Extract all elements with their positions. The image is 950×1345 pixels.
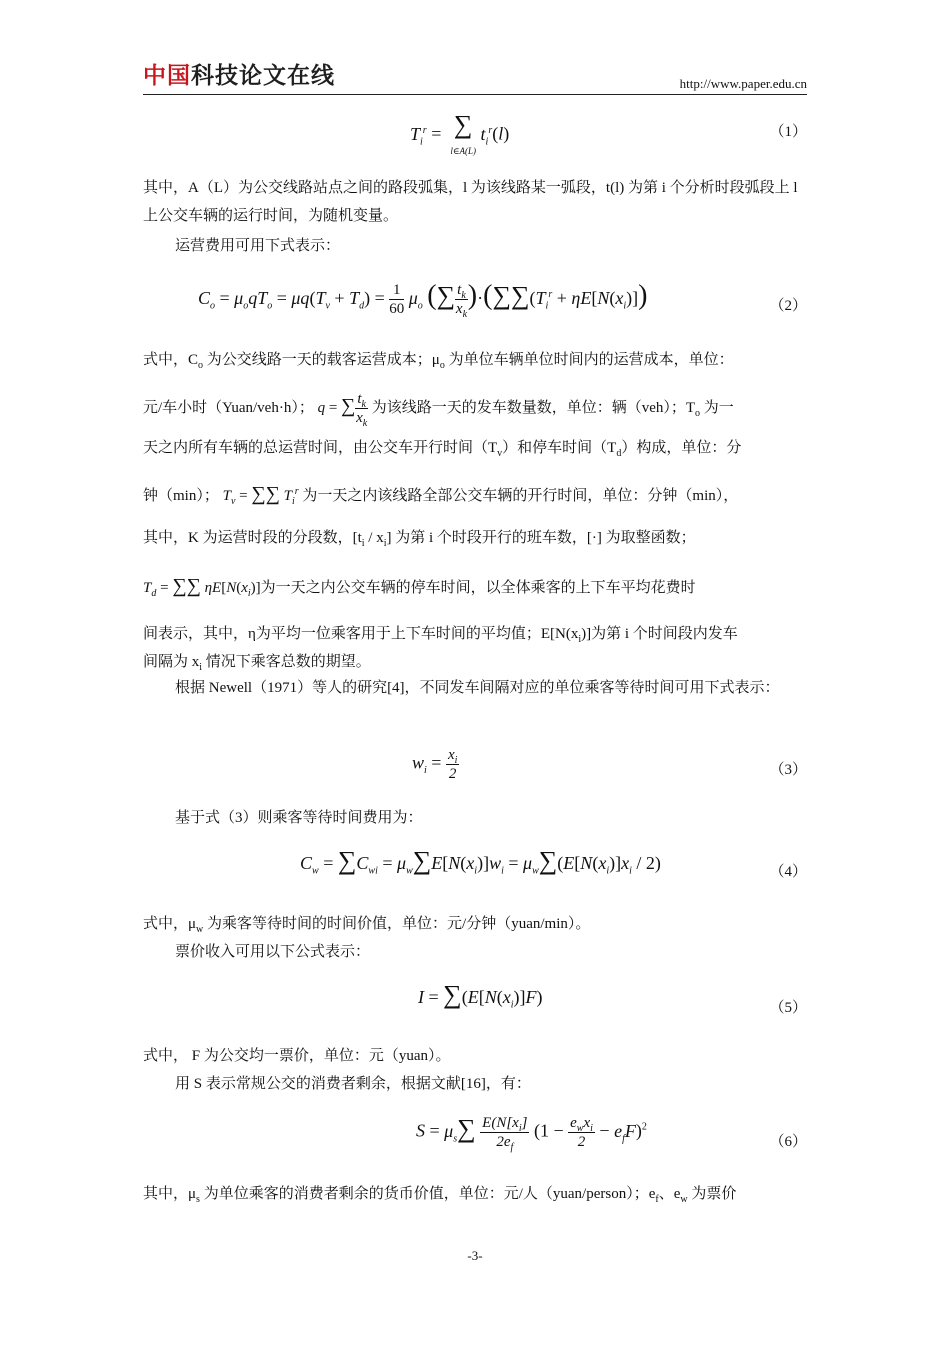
equation-number-4: （4）: [769, 864, 807, 880]
equation-number-3: （3）: [769, 762, 807, 778]
paragraph-12: 基于式（3）则乘客等待时间费用为：: [175, 810, 423, 826]
equation-number-5: （5）: [769, 1000, 807, 1016]
paragraph-17: 其中，$\mu_s$ 为单位乘客的消费者剩余的货币价值，单位：元/人（yuan/person）；$e_f$、$e_w$ 为票价: [143, 1186, 737, 1205]
page-number: -3-: [467, 1248, 483, 1263]
equation-5: $I = \sum(E[N(x_i)]F)$: [418, 980, 543, 1011]
equation-4: $C_w = \sum C_{wi} = \mu_w\sum E[N(x_i)]w_i = \mu_w\sum(E[N(x_i)]x_i / 2)$: [300, 846, 661, 877]
paragraph-11: 根据 Newell（1971）等人的研究[4]，不同发车间隔对应的单位乘客等待时间可用下式表示：: [175, 680, 780, 696]
paragraph-4: 元/车小时（Yuan/veh·h）； q = ∑ $\frac{t_k}{x_k}$ 为该线路一天的发车数量数，单位：辆（veh）；$T_o$ 为一: [143, 391, 734, 429]
paragraph-1: 其中，A（L）为公交线路站点之间的路段弧集，l 为该线路某一弧段，t(l) 为第 i 个分析时段弧段上 l 上公交车辆的运行时间，为随机变量。: [143, 180, 798, 224]
paragraph-15: 式中， F 为公交均一票价，单位：元（yuan）。 用 S 表示常规公交的消费者剩余，根据文献[16]，有：: [143, 1048, 531, 1092]
journal-logo: 中国科技论文在线: [143, 63, 335, 89]
equation-number-6: （6）: [769, 1134, 807, 1150]
equation-2: $C_o = \mu_oqT_o = \mu q(T_v + T_d)$ = $\frac{1}{60}$ $\mu_o$ (∑ $\frac{t_k}{x_k}$ )$\cdot(\sum\sum(T_i^r + \eta E[N(x_i)])$: [198, 280, 648, 321]
paragraph-9: 间表示，其中，η为平均一位乘客用于上下车时间的平均值；$E[N(x_i)]$为第 i 个时间段内发车 间隔为 $x_i$ 情况下乘客总数的期望。: [143, 626, 738, 673]
paragraph-5: 天之内所有车辆的总运营时间，由公交车开行时间$(T_v)$和停车时间$(T_d)$构成，单位：分: [143, 440, 742, 459]
equation-3: $w_i$ = $\frac{x_i}{2}$: [412, 747, 458, 782]
paragraph-2: 运营费用可用下式表示：: [175, 238, 341, 254]
paragraph-6: 钟（min）； $T_v$ = ∑∑ $T_i^r$ 为一天之内该线路全部公交车辆的开行时间，单位：分钟（min），: [143, 483, 739, 507]
paragraph-13: 式中，$\mu_w$ 为乘客等待时间的时间价值，单位：元/分钟（yuan/min）。 票价收入可用以下公式表示：: [143, 916, 591, 960]
equation-1: $T_i^r$ = ∑ l∈A(L) $t_i^r(l)$: [410, 110, 510, 156]
header-rule: [143, 94, 807, 95]
equation-6: $S = \mu_s\sum$ $\frac{E(N[x_i]}{2e_f}$ (1 − $\frac{e_wx_i}{2}$ − $e_fF)^2$: [416, 1113, 647, 1153]
paragraph-3: 式中，$C_o$ 为公交线路一天的载客运营成本；$\mu_o$ 为单位车辆单位时间内的运营成本，单位：: [143, 352, 734, 371]
paragraph-8: $T_d$ = ∑∑ $\eta E[N(x_i)]$为一天之内公交车辆的停车时间，以全体乘客的上下车平均花费时: [143, 575, 696, 599]
header-url[interactable]: http://www.paper.edu.cn: [679, 76, 807, 91]
equation-number-1: （1）: [769, 124, 807, 140]
paragraph-7: 其中，K 为运营时段的分段数，$[t_i / x_i]$ 为第 i 个时段开行的班车数，[·] 为取整函数；: [143, 530, 696, 549]
equation-number-2: （2）: [769, 298, 807, 314]
